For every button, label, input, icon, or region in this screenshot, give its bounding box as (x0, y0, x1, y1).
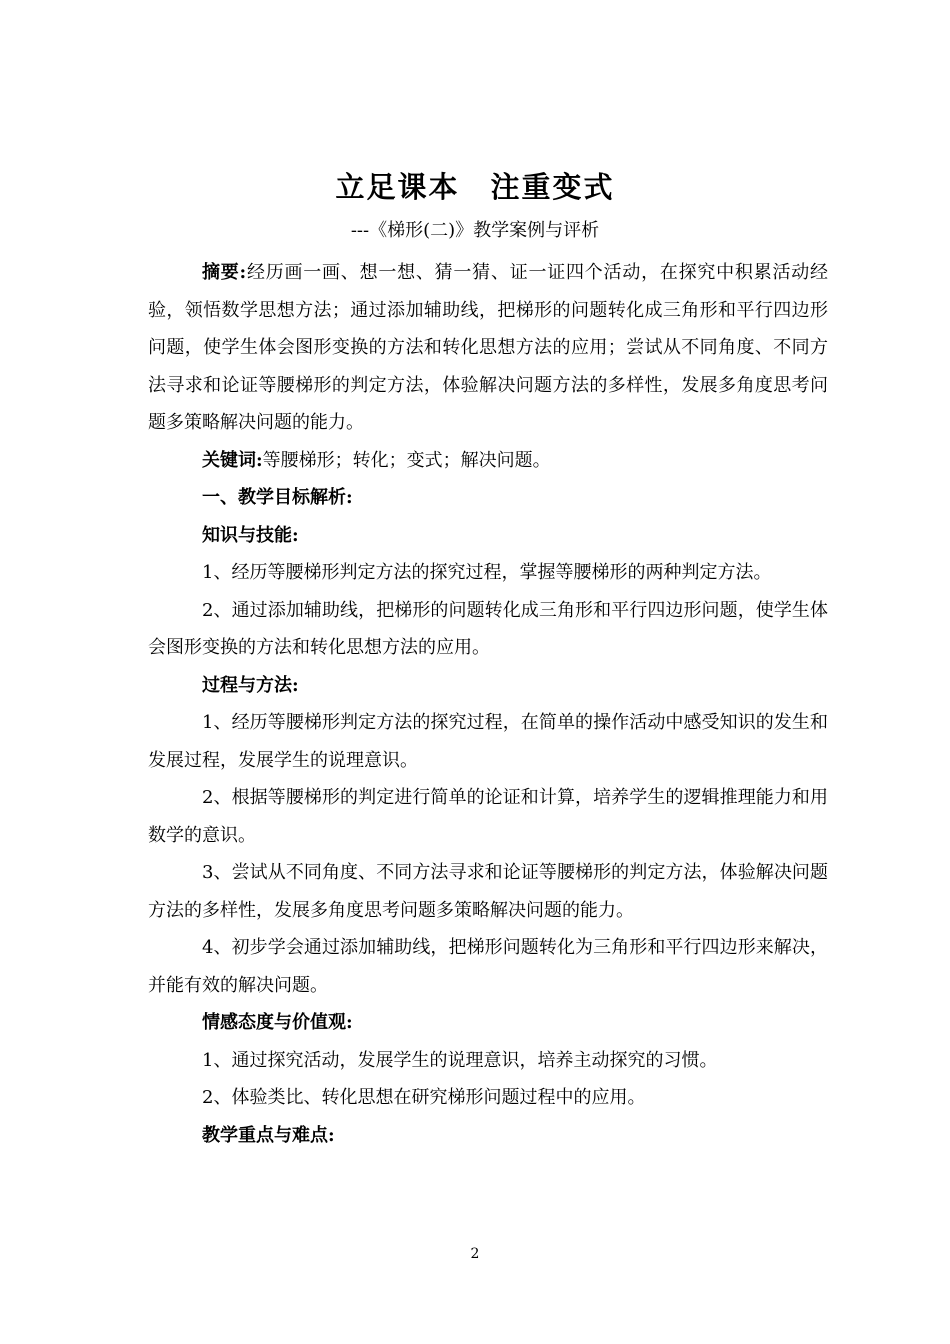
keywords-text: 等腰梯形；转化；变式；解决问题。 (262, 449, 551, 471)
process-item: 4、初步学会通过添加辅助线，把梯形问题转化为三角形和平行四边形来解决，并能有效的解决问题。 (148, 937, 828, 996)
process-item: 1、经历等腰梯形判定方法的探究过程，在简单的操作活动中感受知识的发生和发展过程，发展学生的说理意识。 (148, 712, 828, 771)
subheading-process: 过程与方法: (202, 674, 299, 696)
page-number: 2 (470, 1246, 480, 1262)
subheading-emotion: 情感态度与价值观: (202, 1012, 353, 1033)
document-body (148, 254, 828, 1154)
keywords-paragraph (148, 442, 828, 480)
knowledge-item: 1、经历等腰梯形判定方法的探究过程，掌握等腰梯形的两种判定方法。 (202, 562, 772, 583)
process-item: 3、尝试从不同角度、不同方法寻求和论证等腰梯形的判定方法，体验解决问题方法的多样性，发展多角度思考问题多策略解决问题的能力。 (148, 862, 828, 921)
subheading-key-points: 教学重点与难点: (202, 1124, 335, 1146)
abstract-paragraph (148, 254, 828, 442)
section-heading-objectives: 一、教学目标解析: (202, 487, 353, 508)
abstract-text: 经历画一画、想一想、猜一猜、证一证四个活动，在探究中积累活动经验，领悟数学思想方法；通过添加辅助线，把梯形的问题转化成三角形和平行四边形问题，使学生体会图形变换的方法和转化思想方法的应用；尝试从不同角度、不同方法寻求和论证等腰梯形的判定方法，体验解决问题方法的多样性，发展多角度思考问题多策略解决问题的能力。 (148, 262, 828, 433)
document-subtitle: ---《梯形(二)》教学案例与评析 (350, 220, 600, 241)
document-title: 立足课本 注重变式 (335, 170, 615, 204)
knowledge-item: 2、通过添加辅助线，把梯形的问题转化成三角形和平行四边形问题，使学生体会图形变换的方法和转化思想方法的应用。 (148, 599, 828, 658)
emotion-item: 1、通过探究活动，发展学生的说理意识，培养主动探究的习惯。 (202, 1049, 718, 1071)
abstract-label: 摘要: (202, 262, 247, 283)
process-item: 2、根据等腰梯形的判定进行简单的论证和计算，培养学生的逻辑推理能力和用数学的意识。 (148, 787, 828, 846)
keywords-label: 关键词: (202, 449, 263, 471)
emotion-item: 2、体验类比、转化思想在研究梯形问题过程中的应用。 (202, 1087, 646, 1108)
subheading-knowledge: 知识与技能: (202, 524, 299, 546)
